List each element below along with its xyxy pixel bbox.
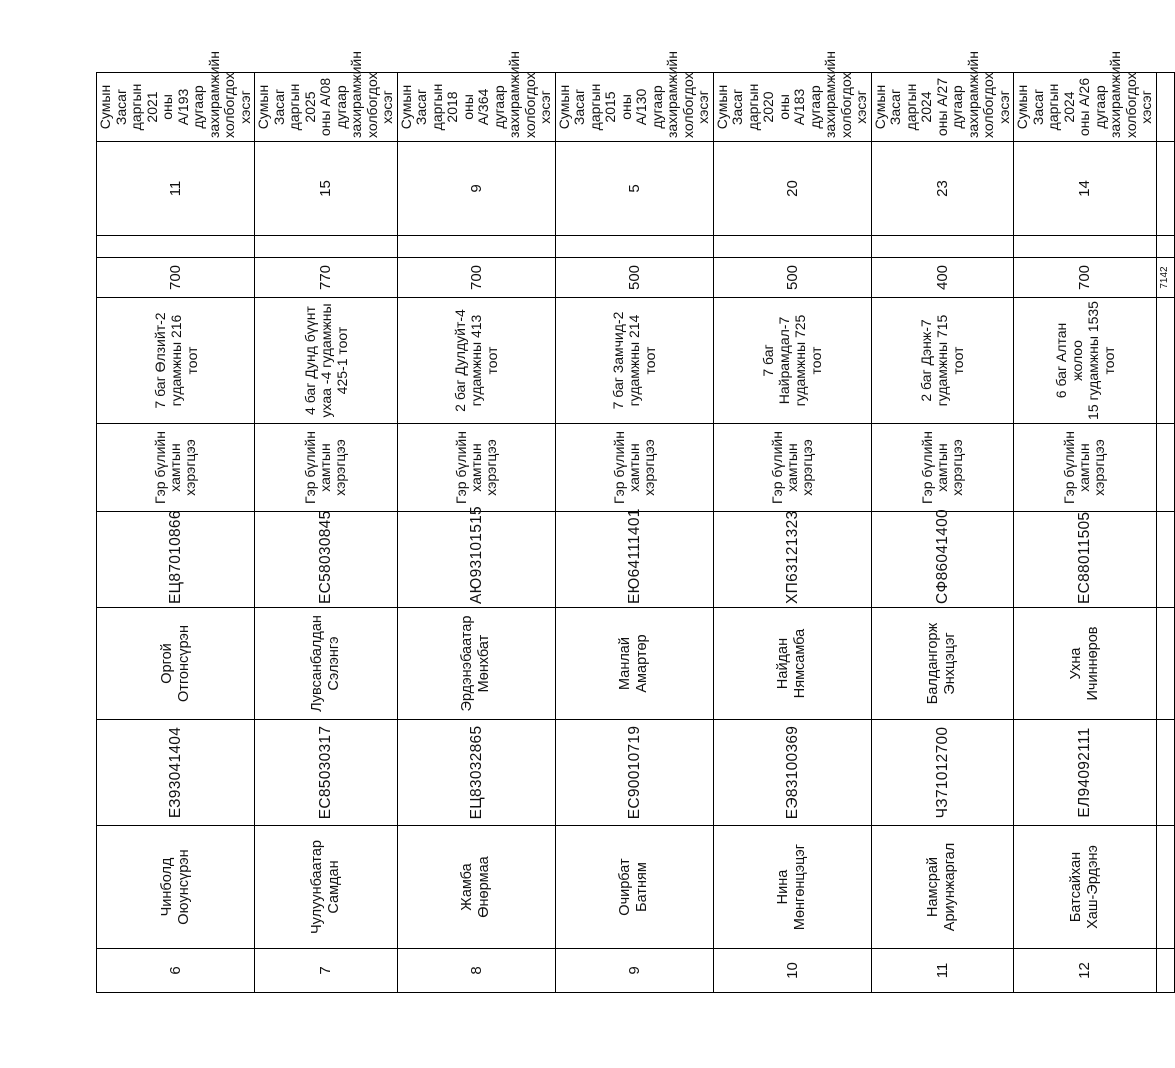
decree-reference-line: оны А/08 дугаар — [317, 77, 349, 137]
count — [97, 142, 255, 236]
decree-reference-line: оны А/193 дугаар — [159, 85, 206, 129]
address-line: 6 баг Алтан жолоо — [1052, 322, 1085, 399]
decree-reference-line: Сумын Засаг даргын 2020 — [713, 83, 776, 131]
purpose-line: Гэр бүлийн — [302, 431, 319, 504]
address-line: 7 баг Замчид-2 — [610, 311, 626, 410]
spouse-name-line: Отгонсүрэн — [175, 625, 192, 702]
empty-cell — [1156, 73, 1174, 142]
area-m2 — [713, 258, 871, 298]
area-m2-line: 400 — [933, 264, 951, 291]
row-number-line: 8 — [467, 966, 485, 975]
decree-reference-line: Сумын Засаг даргын 2024 — [1014, 83, 1077, 131]
purpose — [871, 424, 1014, 512]
spouse-name — [255, 608, 398, 720]
applicant-name — [397, 826, 555, 949]
decree-reference — [397, 51, 555, 142]
purpose-line: хамтын — [467, 443, 484, 492]
purpose — [397, 424, 555, 512]
purpose-line: хэрэгцээ — [182, 439, 198, 496]
applicant-name-line: Өнөрмаа — [476, 856, 492, 918]
decree-reference-line: Сумын Засаг даргын 2015 — [555, 83, 618, 131]
purpose-line: хэрэгцээ — [482, 439, 499, 496]
spouse-name-line: Нямсамба — [792, 628, 808, 699]
count-line: 11 — [167, 180, 184, 197]
empty-cell — [1156, 608, 1174, 720]
applicant-name-line: Самдан — [325, 860, 342, 914]
applicant-register — [871, 720, 1014, 826]
purpose-line: хамтын — [167, 443, 183, 492]
applicant-name-line: Батсайхан — [1067, 851, 1084, 923]
decree-reference-line: захирамжийн холбогдох — [664, 51, 696, 138]
area-m2 — [871, 258, 1014, 298]
purpose — [97, 424, 255, 512]
spouse-name — [713, 608, 871, 720]
applicant-name-line: Нина — [775, 869, 791, 905]
empty-cell — [397, 236, 555, 258]
row-number — [97, 949, 255, 993]
area-m2 — [97, 258, 255, 298]
applicant-name-line: Ариунжаргал — [942, 842, 959, 932]
decree-reference-line: хэсэг — [537, 90, 553, 124]
decree-reference — [713, 51, 871, 142]
table-row — [255, 73, 398, 993]
spouse-register — [97, 512, 255, 608]
decree-reference-line: захирамжийн холбогдох — [964, 51, 996, 138]
area-m2-line: 770 — [317, 264, 335, 291]
applicant-register — [97, 720, 255, 826]
decree-reference-line: захирамжийн холбогдох — [348, 51, 380, 138]
land-allocation-table — [96, 51, 1175, 993]
spouse-name — [1014, 608, 1157, 720]
decree-reference-line: оны А/183 дугаар — [775, 85, 823, 129]
decree-reference — [97, 51, 255, 142]
spouse-register — [397, 506, 555, 608]
spouse-register — [871, 509, 1014, 608]
purpose-line: хамтын — [317, 443, 334, 492]
table-row — [97, 73, 255, 993]
decree-reference — [255, 51, 398, 142]
count-line: 20 — [783, 180, 801, 197]
address-line: тоот — [1100, 346, 1117, 375]
table-row — [1014, 73, 1157, 993]
spouse-register-line: СФ86041400 — [933, 509, 951, 604]
address-line: 2 баг Дэнж-7 — [918, 319, 935, 402]
decree-reference-line: Сумын Засаг даргын 2021 — [97, 83, 160, 131]
decree-reference-line: захирамжийн холбогдох — [822, 51, 854, 138]
row-number — [397, 949, 555, 993]
purpose-line: Гэр бүлийн — [1061, 431, 1078, 504]
empty-cell — [1156, 236, 1174, 258]
purpose-line: Гэр бүлийн — [610, 431, 627, 504]
address-line: 15 гудамжны 1535 — [1084, 301, 1101, 420]
applicant-register-line: ЕЦ83032865 — [467, 725, 485, 820]
applicant-name — [555, 826, 713, 949]
decree-reference-line: хэсэг — [695, 90, 711, 124]
purpose-line: хэрэгцээ — [332, 439, 349, 496]
decree-reference-line: захирамжийн холбогдох — [1107, 51, 1139, 138]
spouse-register-line: ЕЮ64111401 — [625, 508, 643, 604]
spouse-register-line: ЕС58030845 — [317, 510, 335, 604]
purpose-line: хэрэгцээ — [798, 439, 815, 496]
purpose-line: хамтын — [933, 443, 950, 492]
address — [713, 298, 871, 424]
purpose-line: хамтын — [1076, 443, 1093, 492]
count — [871, 142, 1014, 236]
applicant-register — [1014, 720, 1157, 826]
spouse-name-line: Ичиннөров — [1084, 626, 1101, 701]
applicant-name-line: Намсрай — [925, 857, 942, 917]
spouse-name-line: Мөнхбат — [476, 634, 492, 693]
purpose-line: Гэр бүлийн — [152, 431, 168, 504]
row-number — [555, 949, 713, 993]
decree-reference — [871, 51, 1014, 142]
row-number — [713, 949, 871, 993]
count — [555, 142, 713, 236]
purpose-line: Гэр бүлийн — [918, 431, 935, 504]
spouse-register — [713, 512, 871, 608]
count — [713, 142, 871, 236]
spouse-name-line: Оргой — [158, 643, 175, 684]
applicant-register — [255, 720, 398, 826]
table-row — [397, 73, 555, 993]
purpose-line: Гэр бүлийн — [452, 431, 469, 504]
address-line: гудамжны 725 тоот — [792, 314, 824, 407]
spouse-register — [1014, 512, 1157, 608]
empty-cell — [1014, 236, 1157, 258]
empty-cell — [555, 236, 713, 258]
decree-reference — [555, 51, 713, 142]
address — [1014, 298, 1157, 424]
address-line: 425-1 тоот — [333, 326, 350, 395]
address-line: 7 баг Өлзийт-2 — [151, 312, 168, 409]
address-line: гудамжны 715 тоот — [934, 314, 967, 407]
table-row — [871, 73, 1014, 993]
spouse-name-line: Балдангорж — [925, 622, 942, 705]
applicant-register-line: ЕЛ94092111 — [1076, 727, 1094, 818]
address-line: 4 баг Дунд бүүнт — [301, 306, 318, 415]
count — [1014, 142, 1157, 236]
total-row — [1156, 73, 1174, 993]
empty-cell — [1156, 512, 1174, 608]
purpose — [713, 424, 871, 512]
applicant-name — [1014, 826, 1157, 949]
purpose-line: хамтын — [625, 443, 642, 492]
empty-cell — [871, 236, 1014, 258]
row-number-line: 7 — [317, 966, 335, 975]
spouse-name-line: Ухна — [1067, 647, 1084, 680]
applicant-register-line: ЧЗ71012700 — [933, 726, 951, 819]
purpose — [255, 424, 398, 512]
applicant-register — [397, 720, 555, 826]
applicant-register-line: ЕС85030317 — [317, 725, 335, 820]
purpose — [555, 424, 713, 512]
spouse-name-line: Амартөр — [634, 634, 650, 693]
row-number-line: 10 — [783, 962, 801, 979]
spouse-register-line: ЕЦ87010866 — [167, 510, 184, 604]
address-line: гудамжны 214 тоот — [626, 314, 658, 407]
empty-cell — [1156, 142, 1174, 236]
area-m2-line: 700 — [467, 264, 485, 291]
applicant-register — [555, 720, 713, 826]
spouse-name-line: Сэлэнгэ — [325, 636, 342, 691]
spouse-name-line: Лувсанбалдан — [308, 615, 325, 712]
purpose-line: хэрэгцээ — [948, 439, 965, 496]
decree-reference-line: Сумын Засаг даргын 2024 — [871, 83, 934, 131]
row-number — [1014, 949, 1157, 993]
area-m2 — [255, 258, 398, 298]
empty-cell — [1156, 424, 1174, 512]
spouse-register-line: АЮ93101515 — [467, 506, 485, 604]
decree-reference-line: хэсэг — [379, 90, 395, 124]
decree-reference-line: захирамжийн холбогдох — [506, 51, 538, 138]
decree-reference-line: Сумын Засаг даргын 2018 — [397, 83, 460, 131]
decree-reference-line: захирамжийн холбогдох — [205, 51, 237, 138]
applicant-name-line: Батням — [634, 862, 650, 912]
decree-reference-line: хэсэг — [995, 90, 1012, 124]
row-number-line: 9 — [625, 966, 643, 975]
spouse-name — [871, 608, 1014, 720]
row-number-line: 12 — [1076, 962, 1094, 979]
spouse-register-line: ХП63121323 — [783, 510, 801, 604]
area-m2-line: 500 — [783, 264, 801, 291]
spouse-name — [555, 608, 713, 720]
applicant-name — [97, 826, 255, 949]
table-body — [97, 51, 1175, 993]
purpose-line: хэрэгцээ — [1091, 439, 1108, 496]
decree-reference-line: оны А/130 дугаар — [617, 85, 665, 129]
applicant-register-line: ЕЗ93041404 — [167, 726, 184, 819]
address-line: гудамжны 216 тоот — [167, 314, 200, 407]
empty-cell — [1156, 720, 1174, 826]
decree-reference-line: хэсэг — [236, 90, 253, 124]
applicant-register-line: ЕС90010719 — [625, 725, 643, 820]
decree-reference-line: оны А/27 дугаар — [933, 77, 965, 137]
count-line: 23 — [933, 180, 951, 197]
applicant-name-line: Оюунсүрэн — [175, 849, 192, 925]
table-row — [555, 73, 713, 993]
area-m2-line: 700 — [167, 264, 184, 291]
count-line: 15 — [317, 180, 335, 197]
empty-cell — [713, 236, 871, 258]
spouse-name-line: Эрдэнэбаатар — [459, 615, 475, 712]
purpose-line: хэрэгцээ — [640, 439, 657, 496]
applicant-name-line: Хаш-Эрдэнэ — [1084, 845, 1101, 929]
area-m2-line: 700 — [1076, 264, 1094, 291]
applicant-register-line: ЕЭ83100369 — [783, 725, 801, 820]
count-line: 9 — [467, 184, 485, 193]
spouse-name-line: Манлай — [617, 637, 633, 690]
decree-reference-line: оны А/364 дугаар — [459, 85, 507, 129]
applicant-name — [871, 826, 1014, 949]
spouse-name — [397, 608, 555, 720]
applicant-name — [255, 826, 398, 949]
spouse-name-line: Энхцэцэг — [942, 632, 959, 695]
spouse-register — [555, 508, 713, 608]
address — [97, 298, 255, 424]
area-m2-line: 500 — [625, 264, 643, 291]
applicant-register — [713, 720, 871, 826]
address-line: гудамжны 413 тоот — [468, 314, 500, 407]
row-number-line: 11 — [933, 962, 951, 979]
count-line: 5 — [625, 184, 643, 193]
area-m2 — [397, 258, 555, 298]
empty-cell — [255, 236, 398, 258]
decree-reference-line: Сумын Засаг даргын 2025 — [255, 83, 318, 131]
total-area: 7142 — [1156, 258, 1174, 298]
applicant-name-line: Мөнгөнцэцэг — [792, 843, 808, 931]
purpose — [1014, 424, 1157, 512]
count — [255, 142, 398, 236]
address — [555, 298, 713, 424]
rotated-document — [96, 51, 1170, 993]
decree-reference-line: оны А/26 дугаар — [1076, 77, 1108, 137]
decree-reference — [1014, 51, 1157, 142]
address — [255, 298, 398, 424]
spouse-register-line: ЕС88011505 — [1076, 511, 1094, 604]
spouse-register — [255, 512, 398, 608]
address-line: ухаа -4 гудамжны — [317, 303, 334, 418]
applicant-name-line: Чулуунбаатар — [308, 840, 325, 934]
area-m2 — [1014, 258, 1157, 298]
count-line: 14 — [1076, 180, 1094, 197]
address — [397, 298, 555, 424]
applicant-name-line: Очирбат — [617, 858, 633, 916]
row-number-line: 6 — [167, 966, 184, 975]
empty-cell — [97, 236, 255, 258]
address-line: 2 баг Дулдуйт-4 — [452, 309, 468, 412]
applicant-name-line: Жамба — [459, 863, 475, 911]
count — [397, 142, 555, 236]
decree-reference-line: хэсэг — [1138, 90, 1154, 124]
area-m2 — [555, 258, 713, 298]
spouse-name-line: Найдан — [775, 637, 791, 690]
empty-cell — [1156, 949, 1174, 993]
table-row — [713, 73, 871, 993]
spouse-name — [97, 608, 255, 720]
applicant-name-line: Чинболд — [158, 857, 175, 917]
empty-cell — [1156, 826, 1174, 949]
address — [871, 298, 1014, 424]
purpose-line: Гэр бүлийн — [768, 431, 785, 504]
applicant-name — [713, 826, 871, 949]
address-line: 7 баг Найрамдал-7 — [760, 316, 792, 405]
empty-cell — [1156, 298, 1174, 424]
decree-reference-line: хэсэг — [853, 90, 869, 124]
row-number — [871, 949, 1014, 993]
purpose-line: хамтын — [783, 443, 800, 492]
row-number — [255, 949, 398, 993]
